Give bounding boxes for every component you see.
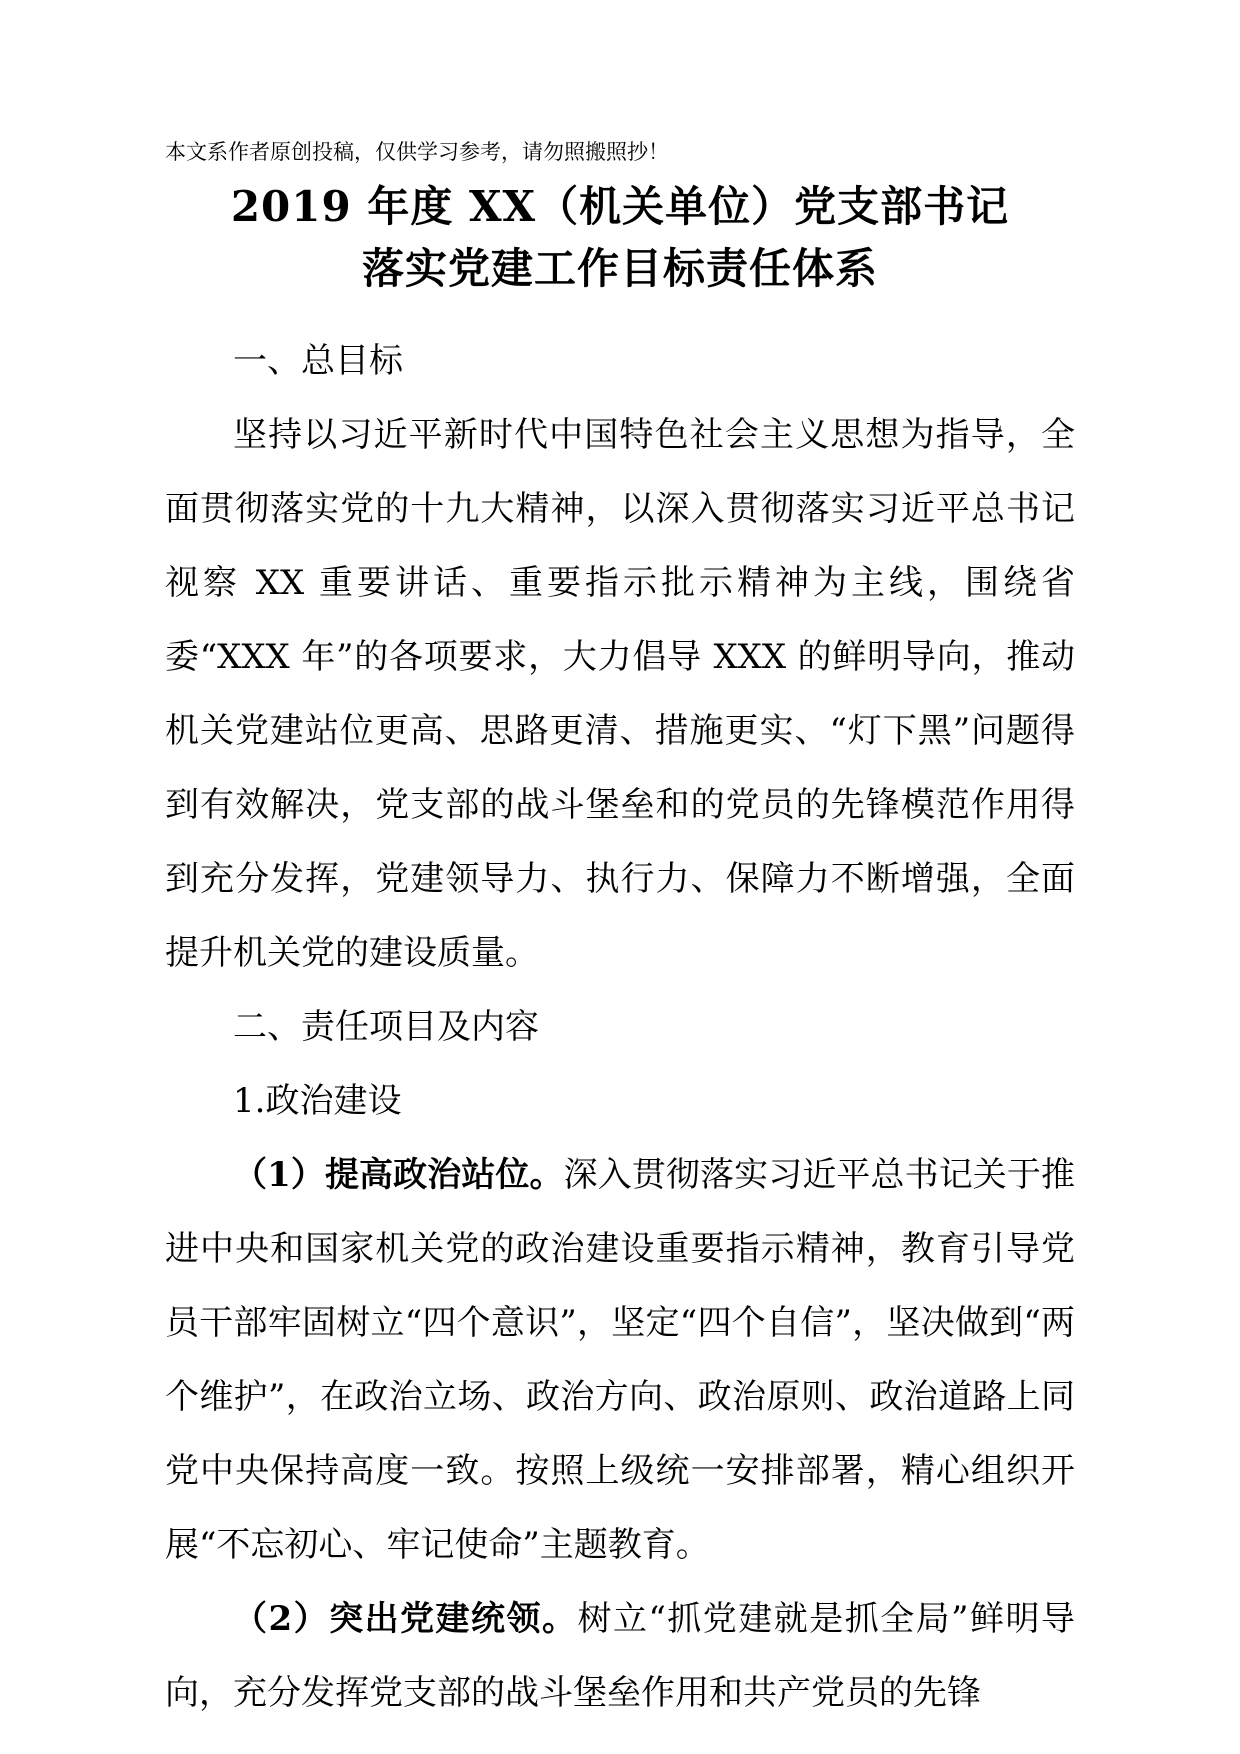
section-heading-responsibilities: 二、责任项目及内容 <box>233 1007 539 1047</box>
paragraph-item-2-lead: （2）突出党建统领。 <box>233 1599 578 1639</box>
disclaimer-note: 本文系作者原创投稿，仅供学习参考，请勿照搬照抄！ <box>165 141 669 164</box>
document-body <box>165 324 1075 1730</box>
paragraph-item-1-lead: （1）提高政治站位。 <box>233 1155 564 1195</box>
paragraph-item-1 <box>165 1138 1075 1582</box>
document-title-line-1: 2019 年度 XX（机关单位）党支部书记 <box>230 182 1010 231</box>
paragraph-item-1-text: 深入贯彻落实习近平总书记关于推进中央和国家机关党的政治建设重要指示精神，教育引导党员干部牢固树立“四个意识”，坚定“四个自信”，坚决做到“两个维护”，在政治立场、政治方向、政治原则、政治道路上同党中央保持高度一致。按照上级统一安排部署，精心组织开展“不忘初心、牢记使命”主题教育。 <box>165 1155 1075 1565</box>
section-heading-overall-goal: 一、总目标 <box>233 341 403 381</box>
paragraph-overall-goal: 坚持以习近平新时代中国特色社会主义思想为指导，全面贯彻落实党的十九大精神，以深入贯彻落实习近平总书记视察 XX 重要讲话、重要指示批示精神为主线，围绕省委“XXX 年”的各项要求，大力倡导 XXX 的鲜明导向，推动机关党建站位更高、思路更清、措施更实、“灯下黑”问题得到有效解决，党支部的战斗堡垒和的党员的先锋模范作用得到充分发挥，党建领导力、执行力、保障力不断增强，全面提升机关党的建设质量。 <box>165 415 1075 973</box>
subsection-heading-political-construction: 1.政治建设 <box>233 1081 402 1121</box>
paragraph-item-2-text: 树立“抓党建就是抓全局”鲜明导向，充分发挥党支部的战斗堡垒作用和共产党员的先锋 <box>165 1599 1075 1713</box>
document-title-line-2: 落实党建工作目标责任体系 <box>361 244 878 293</box>
paragraph-item-2 <box>165 1582 1075 1730</box>
document-title <box>165 176 1075 300</box>
